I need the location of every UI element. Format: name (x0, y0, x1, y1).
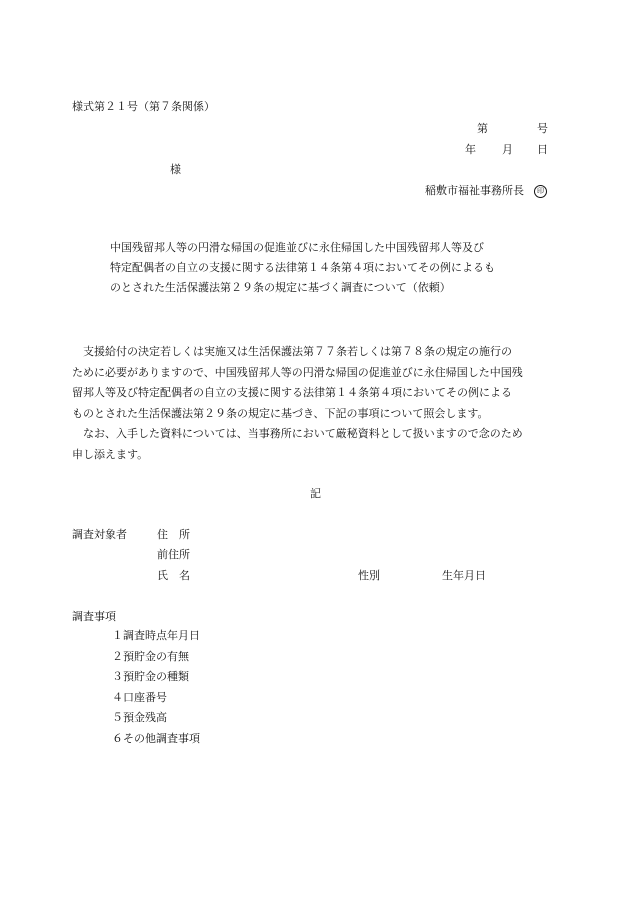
form-number: 様式第２１号（第７条関係） (72, 100, 215, 113)
body-line: 支援給付の決定若しくは実施又は生活保護法第７７条若しくは第７８条の規定の施行の (72, 345, 512, 358)
subject-prev-address-label: 前住所 (157, 548, 190, 561)
doc-number-suffix: 号 (537, 122, 548, 135)
doc-number-prefix: 第 (477, 122, 488, 135)
date-day: 日 (537, 143, 548, 156)
subject-name-label: 氏 名 (157, 569, 190, 582)
title-line: のとされた生活保護法第２９条の規定に基づく調査について（依頼） (110, 281, 451, 294)
list-item: １調査時点年月日 (112, 629, 200, 642)
body-line: 申し添えます。 (72, 447, 149, 461)
list-item: ５預金残高 (112, 711, 167, 724)
subject-address-label: 住 所 (157, 528, 190, 541)
subject-sex-label: 性別 (358, 569, 380, 582)
list-item: ６その他調査事項 (112, 731, 200, 745)
body-text (72, 342, 523, 465)
list-item: ４口座番号 (112, 690, 167, 704)
body-line: なお、入手した資料については、当事務所において厳秘資料として扱いますので念のため (72, 427, 523, 440)
date-year: 年 (465, 143, 476, 156)
body-line: ために必要がありますので、中国残留邦人等の円滑な帰国の促進並びに永住帰国した中国残 (72, 365, 523, 379)
subject-heading: 調査対象者 (72, 528, 127, 541)
title-line: 中国残留邦人等の円滑な帰国の促進並びに永住帰国した中国残留邦人等及び (110, 241, 484, 254)
list-item: ３預貯金の種類 (112, 670, 189, 683)
items-heading: 調査事項 (72, 610, 116, 623)
ki-mark: 記 (310, 487, 321, 500)
body-line: ものとされた生活保護法第２９条の規定に基づき、下記の事項について照会します。 (72, 406, 489, 420)
date-month: 月 (502, 143, 513, 156)
subject-birth-label: 生年月日 (442, 569, 486, 582)
body-line: 留邦人等及び特定配偶者の自立の支援に関する法律第１４条第４項においてその例による (72, 386, 512, 399)
sender-line (425, 184, 547, 198)
title-line: 特定配偶者の自立の支援に関する法律第１４条第４項においてその例によるも (110, 261, 495, 274)
items-list (112, 626, 200, 749)
document-title (110, 238, 495, 298)
addressee-suffix: 様 (170, 163, 181, 176)
sender-name: 稲敷市福祉事務所長 (425, 184, 524, 197)
seal-mark: 印 (534, 185, 547, 198)
list-item: ２預貯金の有無 (112, 649, 189, 663)
